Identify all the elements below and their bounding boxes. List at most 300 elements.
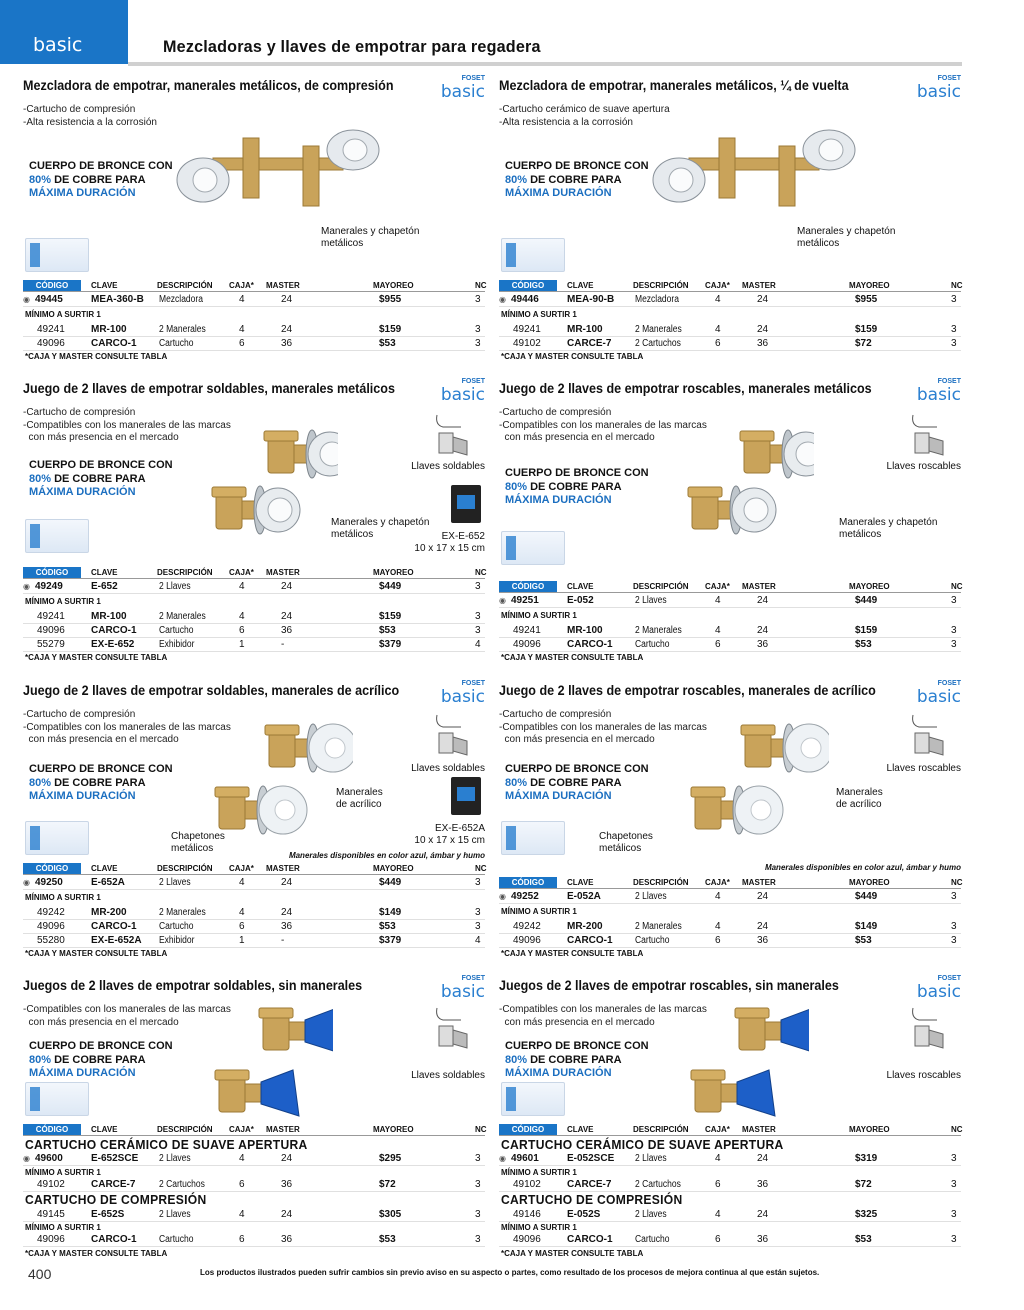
descripcion-cell: Exhibidor	[159, 935, 195, 946]
promo-block: CUERPO DE BRONCE CON 80% DE COBRE PARA MÁXIMA DURACIÓN	[29, 763, 173, 802]
valve-body	[688, 486, 776, 534]
feature-list: -Cartucho de compresión -Alta resistencia a la corrosión	[23, 104, 157, 128]
product-panel-p3	[23, 378, 487, 681]
column-header: CAJA*	[705, 878, 730, 887]
descripcion-cell: 2 Cartuchos	[635, 338, 681, 349]
descripcion-cell: Cartucho	[159, 1234, 194, 1245]
column-header: CLAVE	[567, 281, 594, 290]
column-header: CÓDIGO	[23, 1124, 81, 1135]
table-row	[23, 323, 485, 337]
table-row	[499, 624, 961, 638]
code-cell: 49096	[513, 1234, 541, 1245]
column-header: NC	[951, 1125, 963, 1134]
table-row	[23, 638, 485, 652]
compression-subheading: CARTUCHO DE COMPRESIÓN	[25, 1192, 207, 1207]
column-header: DESCRIPCIÓN	[157, 864, 213, 873]
nc-cell: 3	[475, 877, 481, 888]
column-header: MASTER	[742, 878, 776, 887]
product-title: Juegos de 2 llaves de empotrar soldables, sin manerales	[23, 978, 363, 993]
nc-cell: 3	[951, 891, 957, 902]
promo-block: CUERPO DE BRONCE CON 80% DE COBRE PARA MÁXIMA DURACIÓN	[505, 467, 649, 506]
nc-cell: 3	[951, 1209, 957, 1220]
descripcion-cell: 2 Manerales	[635, 921, 682, 932]
code-cell: 49242	[513, 921, 541, 932]
product-panel-p7	[23, 975, 487, 1278]
valve-product-image	[213, 996, 333, 1126]
page-number: 400	[28, 1266, 52, 1282]
clave-cell: CARCE-7	[567, 1179, 612, 1190]
code-cell: 55279	[37, 639, 65, 650]
code-cell: 49250	[35, 877, 63, 888]
clave-cell: E-652A	[91, 877, 125, 888]
clave-cell: E-052	[567, 595, 594, 606]
column-header: CAJA*	[229, 864, 254, 873]
code-cell: 49096	[37, 1234, 65, 1245]
product-panel-p5	[23, 680, 487, 983]
code-cell: 49251	[511, 595, 539, 606]
nc-cell: 3	[951, 324, 957, 335]
minimum-label: MÍNIMO A SURTIR 1	[25, 310, 101, 319]
table-row	[499, 920, 961, 934]
master-cell: 24	[757, 625, 769, 636]
column-header: MAYOREO	[849, 878, 890, 887]
code-cell: 49445	[35, 294, 63, 305]
descripcion-cell: 2 Manerales	[159, 611, 206, 622]
valve-body-blue-cap	[259, 1008, 333, 1054]
footer-disclaimer: Los productos ilustrados pueden sufrir cambios sin previo aviso en su aspecto o partes, como resultado de los procesos de mejora continua al que están sujetos.	[200, 1268, 820, 1277]
promo-block: CUERPO DE BRONCE CON 80% DE COBRE PARA MÁXIMA DURACIÓN	[29, 459, 173, 498]
nc-cell: 3	[475, 581, 481, 592]
column-header: MAYOREO	[849, 281, 890, 290]
valve-type-label: Llaves roscables	[886, 1070, 961, 1081]
caja-cell: 6	[715, 1234, 721, 1245]
eye-icon[interactable]: ◉	[499, 892, 506, 901]
code-cell: 49145	[37, 1209, 65, 1220]
feature-list: -Compatibles con los manerales de las marcas con más presencia en el mercado	[23, 1004, 231, 1028]
table-header	[23, 567, 485, 579]
feature-list: -Cartucho de compresión -Compatibles con los manerales de las marcas con más presencia en el mercado	[499, 407, 707, 443]
clave-cell: CARCO-1	[91, 625, 137, 636]
clave-cell: MR-100	[91, 611, 127, 622]
code-cell: 49601	[511, 1153, 539, 1164]
master-cell: 36	[281, 338, 293, 349]
mayoreo-cell: $149	[855, 921, 878, 932]
table-row	[23, 1152, 485, 1166]
table-row	[23, 876, 485, 890]
code-cell: 49102	[513, 1179, 541, 1190]
column-header: NC	[475, 568, 487, 577]
caja-cell: 6	[715, 338, 721, 349]
minimum-label: MÍNIMO A SURTIR 1	[25, 597, 101, 606]
product-title: Juego de 2 llaves de empotrar roscables, manerales de acrílico	[499, 683, 876, 698]
column-header: MASTER	[266, 281, 300, 290]
clave-cell: CARCE-7	[567, 338, 612, 349]
column-header: MASTER	[266, 1125, 300, 1134]
master-cell: 24	[757, 891, 769, 902]
column-header: CAJA*	[705, 1125, 730, 1134]
column-header: CLAVE	[91, 864, 118, 873]
clave-cell: CARCO-1	[567, 639, 613, 650]
color-note: Manerales disponibles en color azul, ámbar y humo	[288, 851, 485, 860]
nc-cell: 3	[951, 625, 957, 636]
descripcion-cell: 2 Cartuchos	[635, 1179, 681, 1190]
column-header: DESCRIPCIÓN	[157, 1125, 213, 1134]
master-cell: 36	[757, 639, 769, 650]
product-title: Juegos de 2 llaves de empotrar roscables, sin manerales	[499, 978, 839, 993]
promo-block: CUERPO DE BRONCE CON 80% DE COBRE PARA MÁXIMA DURACIÓN	[505, 1040, 649, 1079]
descripcion-cell: 2 Llaves	[159, 1153, 191, 1164]
ceramic-subheading: CARTUCHO CERÁMICO DE SUAVE APERTURA	[501, 1137, 784, 1152]
foset-basic-logo: FOSET basic	[916, 75, 961, 102]
master-cell: 24	[281, 1153, 293, 1164]
eye-icon[interactable]: ◉	[499, 295, 506, 304]
mayoreo-cell: $955	[855, 294, 878, 305]
product-panel-p6	[499, 680, 963, 983]
code-cell: 49096	[37, 338, 65, 349]
column-header: MAYOREO	[373, 864, 414, 873]
clave-cell: E-652SCE	[91, 1153, 139, 1164]
code-cell: 55280	[37, 935, 65, 946]
caja-cell: 6	[239, 921, 245, 932]
foset-basic-logo: FOSET basic	[440, 680, 485, 707]
master-cell: 24	[281, 324, 293, 335]
column-header: MAYOREO	[373, 1125, 414, 1134]
eye-icon[interactable]: ◉	[23, 878, 30, 887]
foset-basic-logo: FOSET basic	[916, 680, 961, 707]
minimum-label: MÍNIMO A SURTIR 1	[501, 907, 577, 916]
valve-type-icon	[907, 711, 957, 759]
nc-cell: 3	[951, 1153, 957, 1164]
mayoreo-cell: $53	[379, 921, 396, 932]
table-header	[23, 1124, 485, 1136]
column-header: CÓDIGO	[23, 863, 81, 874]
code-cell: 49241	[37, 611, 65, 622]
table-note: *CAJA Y MASTER CONSULTE TABLA	[25, 949, 168, 958]
clave-cell: E-052SCE	[567, 1153, 615, 1164]
page-title: Mezcladoras y llaves de empotrar para regadera	[163, 37, 541, 56]
clave-cell: MR-100	[567, 324, 603, 335]
color-note: Manerales disponibles en color azul, ámbar y humo	[764, 863, 961, 872]
mayoreo-cell: $53	[379, 625, 396, 636]
table-header	[499, 1124, 961, 1136]
table-row	[499, 934, 961, 948]
minimum-label: MÍNIMO A SURTIR 1	[25, 1223, 101, 1232]
nc-cell: 3	[475, 625, 481, 636]
master-cell: 36	[757, 935, 769, 946]
valve-body	[215, 786, 307, 834]
mayoreo-cell: $305	[379, 1209, 402, 1220]
valve-type-label: Llaves soldables	[411, 763, 485, 774]
caja-cell: 4	[715, 294, 721, 305]
valve-type-label: Llaves soldables	[411, 461, 485, 472]
eye-icon[interactable]: ◉	[23, 582, 30, 591]
valve-type-label: Llaves soldables	[411, 1070, 485, 1081]
master-cell: 24	[757, 324, 769, 335]
descripcion-cell: 2 Manerales	[159, 324, 206, 335]
mayoreo-cell: $159	[379, 611, 402, 622]
column-header: CLAVE	[567, 582, 594, 591]
clave-cell: E-652S	[91, 1209, 125, 1220]
mayoreo-cell: $72	[855, 1179, 872, 1190]
master-cell: 36	[757, 1234, 769, 1245]
descripcion-cell: 2 Cartuchos	[159, 1179, 205, 1190]
package-box-image	[25, 1082, 89, 1116]
minimum-label: MÍNIMO A SURTIR 1	[25, 1168, 101, 1177]
descripcion-cell: 2 Llaves	[635, 1209, 667, 1220]
image-caption: Manerales y chapetón metálicos	[331, 517, 430, 540]
nc-cell: 3	[951, 595, 957, 606]
caja-cell: 6	[239, 625, 245, 636]
master-cell: 24	[281, 294, 293, 305]
valve-body	[265, 724, 353, 772]
nc-cell: 3	[475, 921, 481, 932]
image-caption: Manerales de acrílico	[336, 787, 383, 810]
section-tab[interactable]: basic	[0, 0, 128, 64]
mixer-product-image	[649, 128, 869, 223]
descripcion-cell: Mezcladora	[159, 294, 203, 305]
table-row	[499, 594, 961, 608]
table-row	[23, 906, 485, 920]
table-row	[23, 1208, 485, 1222]
mayoreo-cell: $159	[379, 324, 402, 335]
master-cell: 24	[757, 921, 769, 932]
caja-cell: 4	[239, 1153, 245, 1164]
foset-basic-logo: FOSET basic	[916, 975, 961, 1002]
master-cell: 24	[281, 1209, 293, 1220]
clave-cell: CARCO-1	[567, 1234, 613, 1245]
clave-cell: CARCO-1	[91, 921, 137, 932]
product-title: Mezcladora de empotrar, manerales metálicos, de compresión	[23, 78, 394, 93]
mayoreo-cell: $53	[855, 935, 872, 946]
mayoreo-cell: $449	[379, 581, 402, 592]
table-row	[499, 638, 961, 652]
code-cell: 49096	[37, 921, 65, 932]
image-caption: Manerales y chapetón metálicos	[321, 226, 420, 249]
product-title: Mezcladora de empotrar, manerales metálicos, ¼ de vuelta	[499, 78, 849, 93]
column-header: CLAVE	[91, 1125, 118, 1134]
descripcion-cell: Cartucho	[635, 639, 670, 650]
caja-cell: 1	[239, 935, 245, 946]
minimum-label: MÍNIMO A SURTIR 1	[501, 1168, 577, 1177]
master-cell: -	[281, 639, 285, 650]
code-cell: 49096	[37, 625, 65, 636]
column-header: CLAVE	[567, 1125, 594, 1134]
code-cell: 49252	[511, 891, 539, 902]
product-panel-p4	[499, 378, 963, 681]
table-row	[499, 1178, 961, 1192]
product-panel-p8	[499, 975, 963, 1278]
descripcion-cell: Cartucho	[635, 1234, 670, 1245]
column-header: NC	[475, 281, 487, 290]
column-header: CAJA*	[705, 281, 730, 290]
feature-list: -Cartucho de compresión -Compatibles con los manerales de las marcas con más presencia en el mercado	[499, 709, 707, 745]
clave-cell: EX-E-652A	[91, 935, 142, 946]
table-row	[499, 1233, 961, 1247]
column-header: DESCRIPCIÓN	[633, 878, 689, 887]
master-cell: 24	[281, 907, 293, 918]
column-header: CAJA*	[229, 281, 254, 290]
descripcion-cell: Cartucho	[159, 338, 194, 349]
column-header: CAJA*	[705, 582, 730, 591]
valve-body	[740, 430, 814, 478]
mayoreo-cell: $149	[379, 907, 402, 918]
foset-basic-logo: FOSET basic	[440, 75, 485, 102]
foset-basic-logo: FOSET basic	[440, 378, 485, 405]
mixer-product-image	[173, 128, 393, 223]
mayoreo-cell: $379	[379, 639, 402, 650]
column-header: CLAVE	[91, 281, 118, 290]
column-header: DESCRIPCIÓN	[633, 1125, 689, 1134]
descripcion-cell: 2 Manerales	[635, 324, 682, 335]
descripcion-cell: 2 Manerales	[159, 907, 206, 918]
table-header	[23, 863, 485, 875]
valve-product-image	[689, 996, 809, 1126]
master-cell: 36	[281, 625, 293, 636]
master-cell: 24	[757, 1209, 769, 1220]
caja-cell: 4	[239, 1209, 245, 1220]
nc-cell: 3	[475, 294, 481, 305]
promo-block: CUERPO DE BRONCE CON 80% DE COBRE PARA MÁXIMA DURACIÓN	[505, 160, 649, 199]
package-box-image	[25, 238, 89, 272]
caja-cell: 1	[239, 639, 245, 650]
column-header: MAYOREO	[849, 1125, 890, 1134]
package-box-image	[501, 531, 565, 565]
feature-list: -Cartucho cerámico de suave apertura -Alta resistencia a la corrosión	[499, 104, 670, 128]
caja-cell: 4	[715, 1153, 721, 1164]
column-header: CAJA*	[229, 1125, 254, 1134]
master-cell: 36	[757, 338, 769, 349]
valve-body-blue-cap	[735, 1008, 809, 1054]
minimum-label: MÍNIMO A SURTIR 1	[501, 310, 577, 319]
clave-cell: CARCO-1	[91, 1234, 137, 1245]
ceramic-subheading: CARTUCHO CERÁMICO DE SUAVE APERTURA	[25, 1137, 308, 1152]
master-cell: 24	[281, 877, 293, 888]
package-box-image	[25, 519, 89, 553]
valve-product-image	[213, 713, 353, 853]
valve-type-label: Llaves roscables	[886, 763, 961, 774]
caja-cell: 6	[715, 1179, 721, 1190]
nc-cell: 4	[475, 639, 481, 650]
table-row	[499, 1208, 961, 1222]
valve-type-icon	[907, 411, 957, 459]
table-row	[499, 323, 961, 337]
table-header	[499, 280, 961, 292]
column-header: DESCRIPCIÓN	[157, 281, 213, 290]
nc-cell: 3	[475, 1234, 481, 1245]
eye-icon[interactable]: ◉	[23, 1154, 30, 1163]
descripcion-cell: 2 Llaves	[635, 891, 667, 902]
nc-cell: 3	[475, 1153, 481, 1164]
valve-product-image	[684, 417, 814, 557]
mayoreo-cell: $319	[855, 1153, 878, 1164]
table-row	[23, 1233, 485, 1247]
mayoreo-cell: $449	[855, 891, 878, 902]
descripcion-cell: 2 Manerales	[635, 625, 682, 636]
column-header: CÓDIGO	[23, 567, 81, 578]
mayoreo-cell: $325	[855, 1209, 878, 1220]
master-cell: 24	[281, 581, 293, 592]
mayoreo-cell: $53	[379, 338, 396, 349]
clave-cell: MEA-90-B	[567, 294, 615, 305]
mayoreo-cell: $955	[379, 294, 402, 305]
table-note: *CAJA Y MASTER CONSULTE TABLA	[25, 653, 168, 662]
eye-icon[interactable]: ◉	[499, 596, 506, 605]
eye-icon[interactable]: ◉	[499, 1154, 506, 1163]
column-header: MAYOREO	[849, 582, 890, 591]
nc-cell: 4	[475, 935, 481, 946]
master-cell: 24	[281, 611, 293, 622]
nc-cell: 3	[951, 1179, 957, 1190]
minimum-label: MÍNIMO A SURTIR 1	[501, 611, 577, 620]
caja-cell: 4	[239, 294, 245, 305]
caja-cell: 4	[239, 324, 245, 335]
compression-subheading: CARTUCHO DE COMPRESIÓN	[501, 1192, 683, 1207]
image-caption: Manerales y chapetón metálicos	[839, 517, 938, 540]
column-header: CÓDIGO	[23, 280, 81, 291]
column-header: DESCRIPCIÓN	[633, 281, 689, 290]
table-row	[499, 1152, 961, 1166]
package-box-image	[501, 238, 565, 272]
mayoreo-cell: $53	[379, 1234, 396, 1245]
descripcion-cell: 2 Llaves	[159, 877, 191, 888]
image-caption: Manerales de acrílico	[836, 787, 883, 810]
code-cell: 49096	[513, 639, 541, 650]
code-cell: 49249	[35, 581, 63, 592]
eye-icon[interactable]: ◉	[23, 295, 30, 304]
column-header: CÓDIGO	[499, 581, 557, 592]
column-header: NC	[475, 1125, 487, 1134]
descripcion-cell: 2 Llaves	[159, 1209, 191, 1220]
mayoreo-cell: $72	[855, 338, 872, 349]
table-note: *CAJA Y MASTER CONSULTE TABLA	[501, 653, 644, 662]
foset-basic-logo: FOSET basic	[916, 378, 961, 405]
foset-basic-logo: FOSET basic	[440, 975, 485, 1002]
valve-body	[212, 486, 300, 534]
column-header: DESCRIPCIÓN	[157, 568, 213, 577]
package-box-image	[25, 821, 89, 855]
caja-cell: 6	[239, 1234, 245, 1245]
table-note: *CAJA Y MASTER CONSULTE TABLA	[25, 1249, 168, 1258]
product-title: Juego de 2 llaves de empotrar soldables, manerales metálicos	[23, 381, 395, 396]
clave-cell: CARCO-1	[567, 935, 613, 946]
caja-cell: 4	[715, 921, 721, 932]
valve-body	[691, 786, 783, 834]
image-caption: Manerales y chapetón metálicos	[797, 226, 896, 249]
table-header	[23, 280, 485, 292]
column-header: CÓDIGO	[499, 1124, 557, 1135]
column-header: MASTER	[266, 864, 300, 873]
promo-block: CUERPO DE BRONCE CON 80% DE COBRE PARA MÁXIMA DURACIÓN	[29, 160, 173, 199]
table-row	[23, 1178, 485, 1192]
descripcion-cell: Cartucho	[159, 625, 194, 636]
display-caption: EX-E-652A 10 x 17 x 15 cm	[414, 823, 485, 846]
column-header: MASTER	[742, 281, 776, 290]
table-header	[499, 877, 961, 889]
column-header: MASTER	[742, 582, 776, 591]
master-cell: -	[281, 935, 285, 946]
product-title: Juego de 2 llaves de empotrar roscables, manerales metálicos	[499, 381, 872, 396]
table-row	[23, 337, 485, 351]
column-header: CÓDIGO	[499, 877, 557, 888]
table-note: *CAJA Y MASTER CONSULTE TABLA	[501, 1249, 644, 1258]
promo-block: CUERPO DE BRONCE CON 80% DE COBRE PARA MÁXIMA DURACIÓN	[29, 1040, 173, 1079]
clave-cell: CARCE-7	[91, 1179, 136, 1190]
caja-cell: 4	[715, 891, 721, 902]
package-box-image	[501, 821, 565, 855]
code-cell: 49146	[513, 1209, 541, 1220]
nc-cell: 3	[951, 1234, 957, 1245]
nc-cell: 3	[951, 921, 957, 932]
